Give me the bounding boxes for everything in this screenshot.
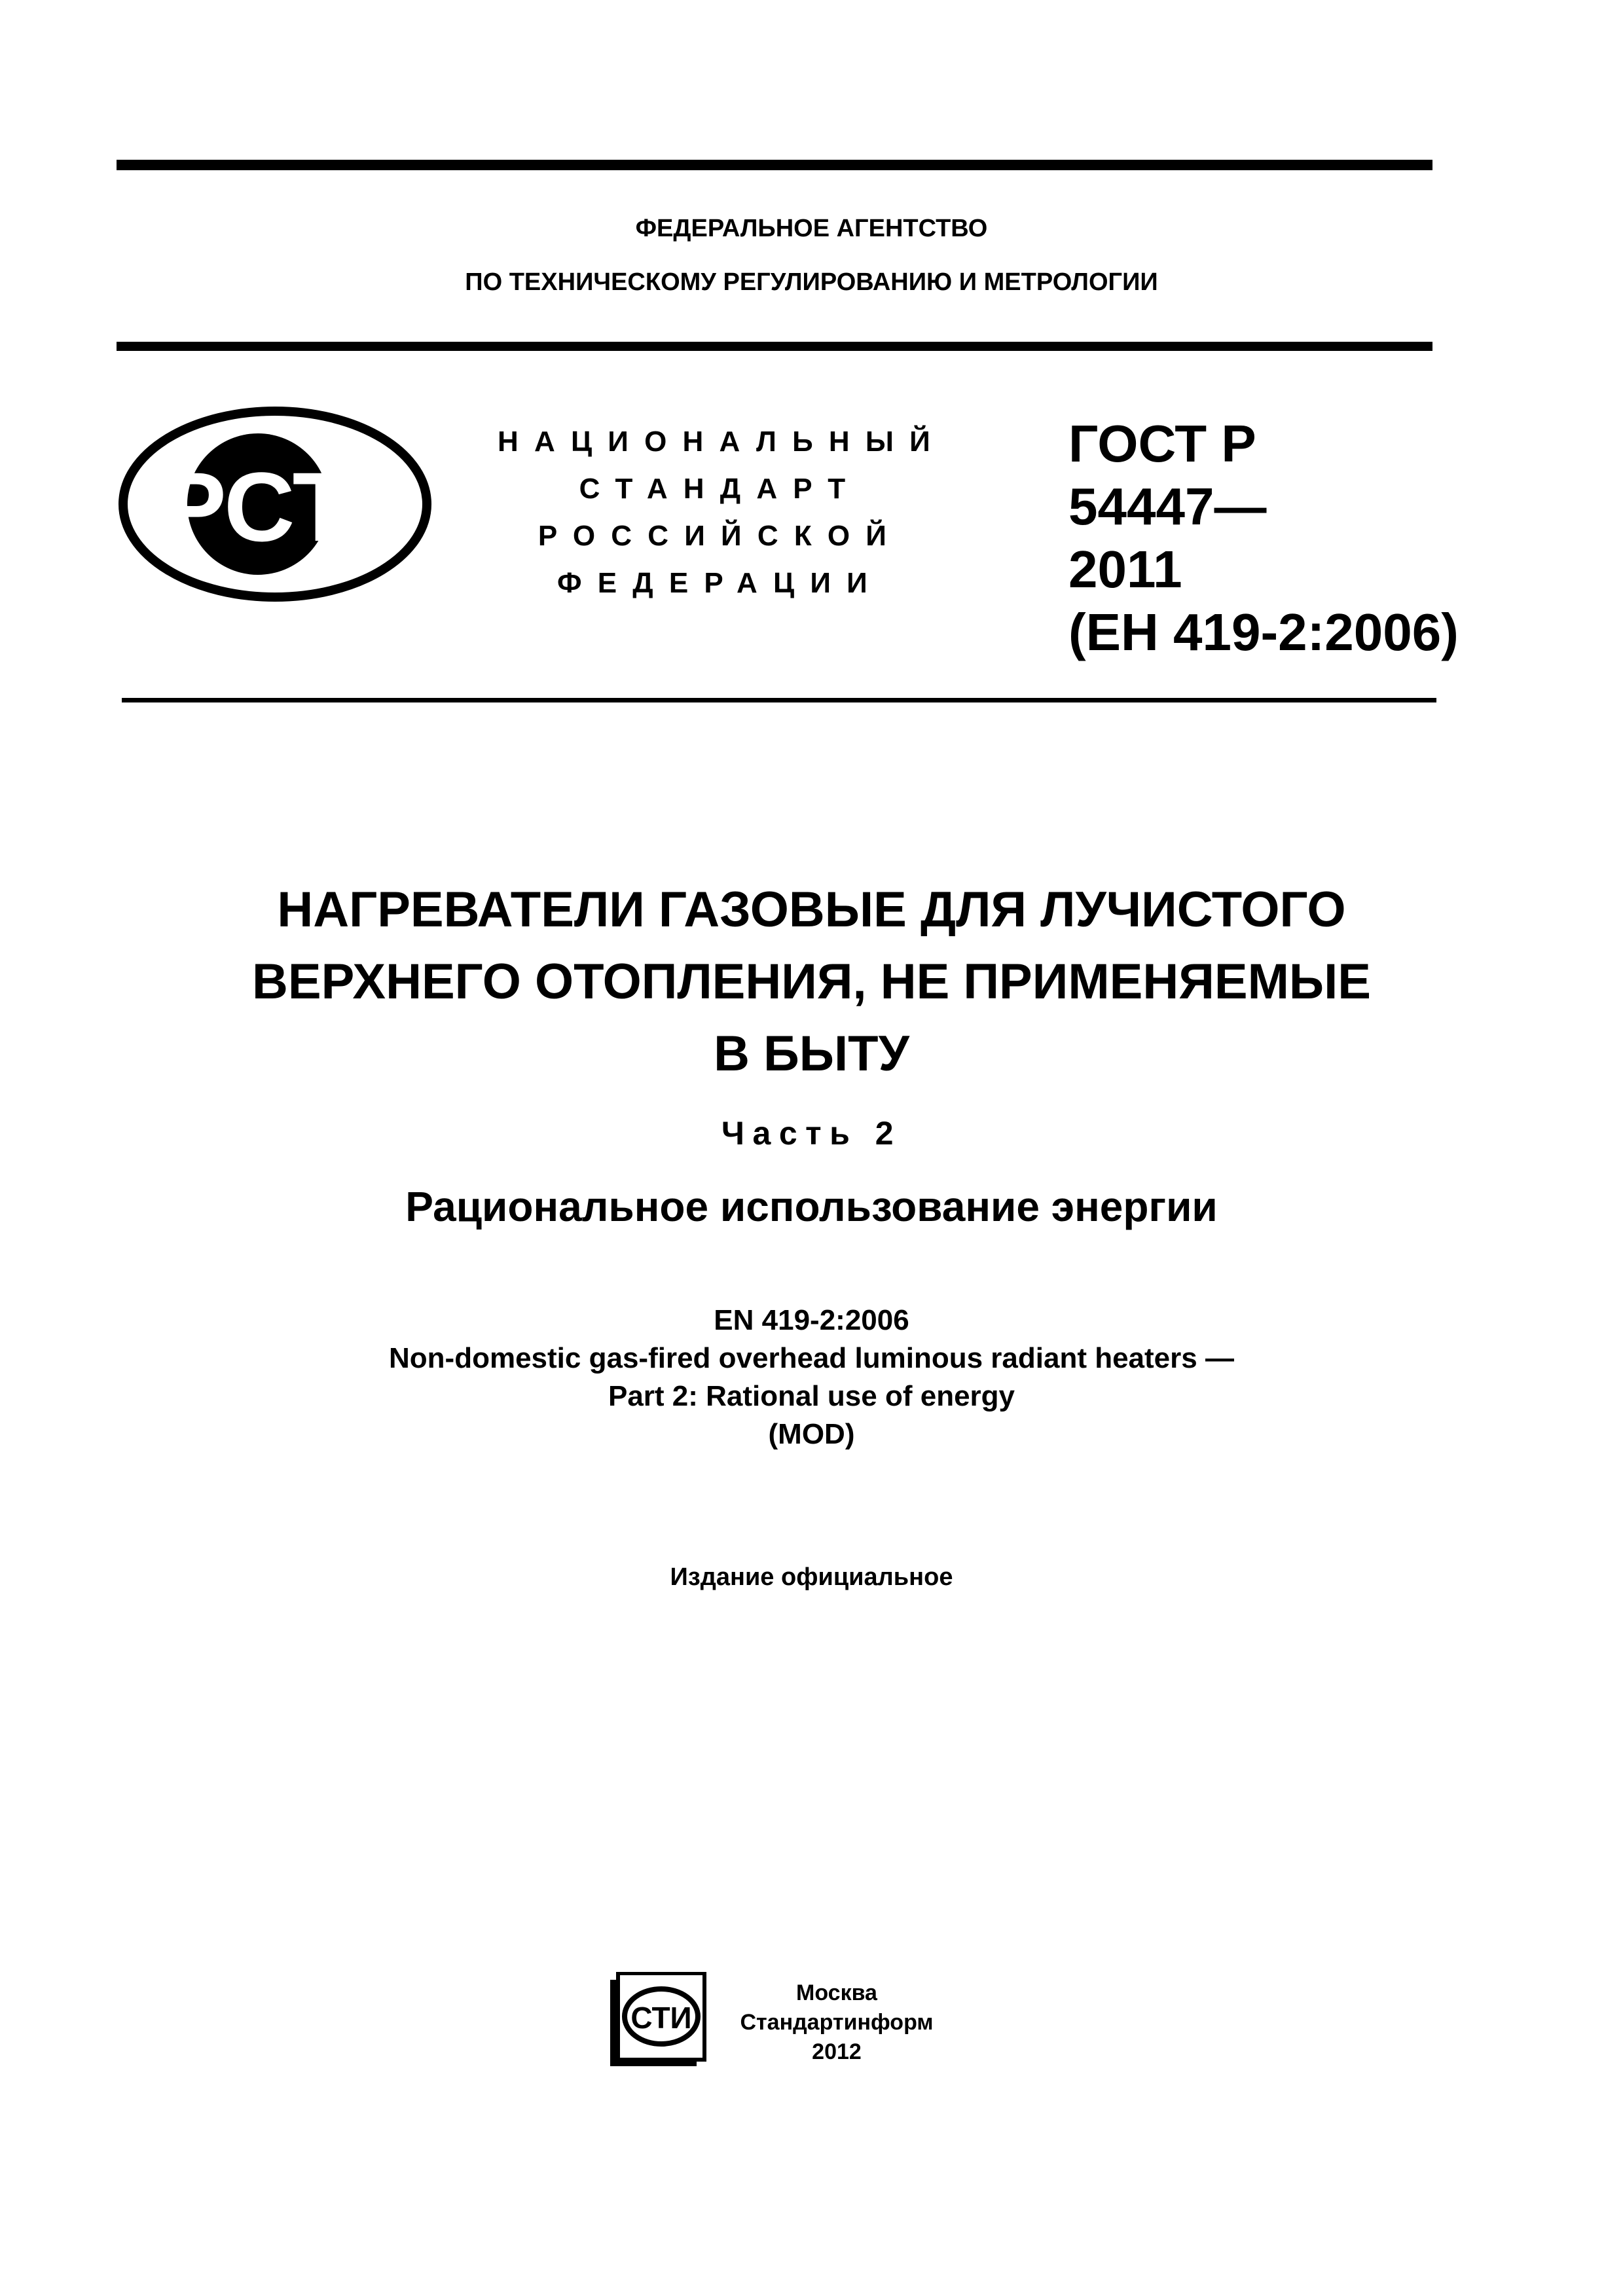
en-mod: (MOD) bbox=[768, 1418, 855, 1450]
publisher-year: 2012 bbox=[812, 2039, 862, 2064]
en-title-line-1: Non-domestic gas-fired overhead luminous radiant heaters — bbox=[389, 1342, 1234, 1374]
national-standard-line-4: ФЕДЕРАЦИИ bbox=[556, 567, 884, 599]
block-bottom-rule bbox=[122, 698, 1436, 702]
edition-label: Издание официальное bbox=[670, 1563, 953, 1591]
title-line-2: ВЕРХНЕГО ОТОПЛЕНИЯ, НЕ ПРИМЕНЯЕМЫЕ bbox=[252, 954, 1371, 1010]
designation-line-3: 2011 bbox=[1068, 540, 1182, 598]
rst-logo-text: РСТ bbox=[160, 452, 353, 562]
header-bottom-rule bbox=[117, 342, 1432, 351]
top-rule bbox=[117, 160, 1432, 170]
national-standard-line-2: СТАНДАРТ bbox=[579, 473, 862, 505]
publisher-name: Стандартинформ bbox=[740, 2010, 934, 2035]
en-title-line-2: Part 2: Rational use of energy bbox=[608, 1380, 1015, 1412]
title-line-3: В БЫТУ bbox=[714, 1026, 909, 1082]
designation-line-4: (ЕН 419-2:2006) bbox=[1068, 603, 1459, 661]
en-code: EN 419-2:2006 bbox=[714, 1304, 909, 1336]
designation-line-1: ГОСТ Р bbox=[1068, 414, 1256, 473]
publisher-city: Москва bbox=[796, 1980, 877, 2005]
agency-line-1: ФЕДЕРАЛЬНОЕ АГЕНТСТВО bbox=[635, 215, 988, 242]
part-label: Часть 2 bbox=[721, 1115, 902, 1152]
title-line-1: НАГРЕВАТЕЛИ ГАЗОВЫЕ ДЛЯ ЛУЧИСТОГО bbox=[277, 882, 1346, 938]
national-standard-line-3: РОССИЙСКОЙ bbox=[538, 520, 903, 552]
agency-line-2: ПО ТЕХНИЧЕСКОМУ РЕГУЛИРОВАНИЮ И МЕТРОЛОГИИ bbox=[465, 268, 1158, 296]
standartinform-logo-text: СТИ bbox=[630, 2001, 692, 2035]
standartinform-logo-icon bbox=[609, 1972, 707, 2070]
rst-logo-icon bbox=[118, 406, 432, 602]
subtitle: Рациональное использование энергии bbox=[405, 1183, 1218, 1230]
national-standard-line-1: НАЦИОНАЛЬНЫЙ bbox=[498, 426, 947, 458]
designation-line-2: 54447— bbox=[1068, 477, 1267, 536]
